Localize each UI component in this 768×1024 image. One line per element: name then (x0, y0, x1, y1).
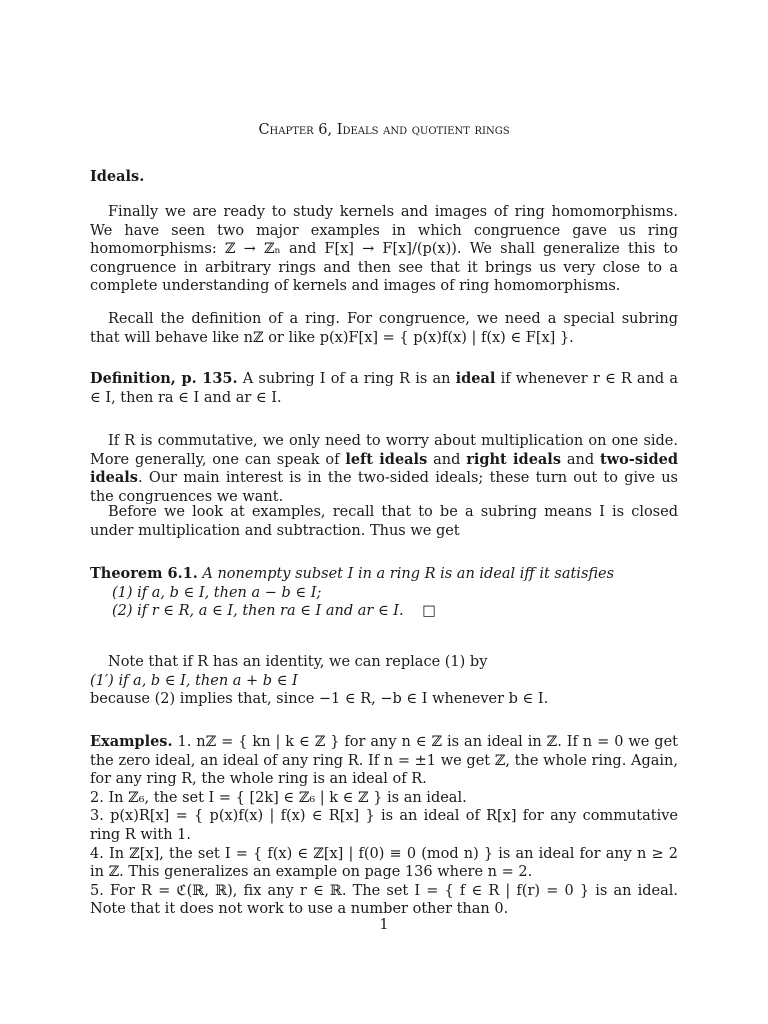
p3-before: If R is commutative, we only need to worry about multiplication on one side. More generally, one can speak of (90, 433, 678, 468)
example-5: 5. For R = ℭ(ℝ, ℝ), fix any r ∈ ℝ. The set I = { f ∈ R | f(r) = 0 } is an ideal. Note that it does not work to use a number other than 0. (90, 882, 678, 918)
p3-and-2: and (566, 451, 595, 468)
theorem-block (90, 565, 678, 621)
example-3: 3. p(x)R[x] = { p(x)f(x) | f(x) ∈ R[x] } is an ideal of R[x] for any commutative ring R with 1. (90, 808, 678, 843)
note-block (90, 653, 678, 709)
note-line-1: Note that if R has an identity, we can replace (1) by (108, 654, 488, 670)
note-line-2: (1′) if a, b ∈ I, then a + b ∈ I (90, 672, 298, 689)
p3-two-sided-ideals: two-sided ideals (90, 450, 679, 487)
p3-after: . Our main interest is in the two-sided ideals; these turn out to give us the congruences we want. (90, 470, 678, 505)
p3-and-1: and (433, 451, 461, 468)
theorem-item-2: (2) if r ∈ R, a ∈ I, then ra ∈ I and ar ∈ I. (112, 603, 404, 620)
paragraph-recall: Recall the definition of a ring. For congruence, we need a special subring that will behave like nℤ or like p(x)F[x] = { p(x)f(x) | f(x) ∈ F[x] }. (90, 311, 678, 346)
note-line-3: because (2) implies that, since −1 ∈ R, −b ∈ I whenever b ∈ I. (90, 691, 549, 708)
p3-right-ideals: right ideals (466, 450, 561, 468)
p3-left-ideals: left ideals (345, 450, 428, 468)
example-1 (90, 733, 678, 789)
definition-text-after: if whenever r ∈ R and a ∈ I, then ra ∈ I and ar ∈ I. (90, 371, 679, 406)
example-1-text: 1. nℤ = { kn | k ∈ ℤ } for any n ∈ ℤ is an ideal in ℤ. If n = 0 we get the zero ideal, an ideal of any ring R. If n = ±1 we get ℤ, the whole ring. Again, for any ring R, the whole ring is an ideal of R. (90, 734, 678, 788)
definition-label: Definition, p. 135. (90, 370, 238, 387)
section-heading: Ideals. (90, 168, 145, 185)
examples-label: Examples. (90, 733, 173, 750)
theorem-statement: A nonempty subset I in a ring R is an ideal iff it satisfies (202, 566, 615, 582)
paragraph-before-examples: Before we look at examples, recall that to be a subring means I is closed under multiplication and subtraction. Thus we get (90, 504, 678, 539)
page-number: 1 (379, 917, 389, 933)
paragraph-intro: Finally we are ready to study kernels and images of ring homomorphisms. We have seen two major examples in which congruence gave us ring homomorphisms: ℤ → ℤₙ and F[x] → F[x]/(p(x)). We shall generalize this to congruence in arbitrary rings and then see that it brings us very close to a complete understanding of kernels and images of ring homomorphisms. (90, 204, 678, 295)
chapter-title: Chapter 6, Ideals and quotient rings (258, 122, 510, 138)
definition-block (90, 370, 678, 407)
definition-text-before: A subring I of a ring R is an (242, 371, 451, 387)
example-4: 4. In ℤ[x], the set I = { f(x) ∈ ℤ[x] | f(0) ≡ 0 (mod n) } is an ideal for any n ≥ 2 in ℤ. This generalizes an example on page 136 where n = 2. (90, 845, 678, 881)
qed-symbol: □ (422, 603, 436, 620)
example-2: 2. In ℤ₆, the set I = { [2k] ∈ ℤ₆ | k ∈ ℤ } is an ideal. (90, 789, 467, 806)
theorem-item-1: (1) if a, b ∈ I, then a − b ∈ I; (112, 584, 322, 601)
definition-term: ideal (455, 370, 496, 387)
paragraph-commutative (90, 432, 678, 506)
theorem-label: Theorem 6.1. (90, 565, 198, 582)
examples-block (90, 733, 678, 919)
